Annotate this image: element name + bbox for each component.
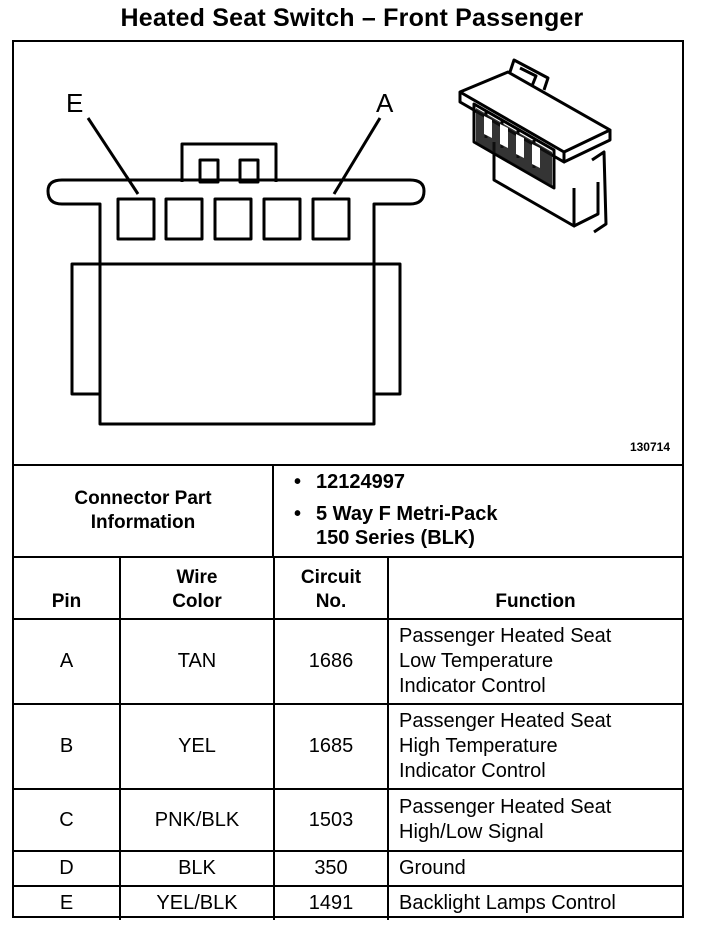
connector-sheet [12, 40, 684, 918]
figure-id: 130714 [629, 440, 670, 454]
table-row [14, 851, 682, 886]
pin-cell: A [14, 619, 120, 704]
callout-e: E [66, 88, 84, 118]
circuit-cell: 350 [274, 851, 388, 886]
function-cell: Passenger Heated Seat Low Temperature Indicator Control [388, 619, 682, 704]
connector-housing [72, 264, 100, 394]
wire-color-cell: TAN [120, 619, 274, 704]
part-number: • 12124997 [316, 470, 682, 494]
leader-a [334, 118, 380, 194]
wire-color-cell: YEL [120, 704, 274, 789]
pin-cell: C [14, 789, 120, 851]
leader-e [88, 118, 138, 194]
wire-color-cell: YEL/BLK [120, 886, 274, 920]
function-cell: Backlight Lamps Control [388, 886, 682, 920]
table-row [14, 886, 682, 920]
circuit-cell: 1686 [274, 619, 388, 704]
pin-cavity-c [215, 199, 251, 239]
header-function: Function [388, 557, 682, 619]
function-cell: Passenger Heated Seat High/Low Signal [388, 789, 682, 851]
header-circuit: Circuit No. [274, 557, 388, 619]
circuit-cell: 1685 [274, 704, 388, 789]
function-cell: Passenger Heated Seat High Temperature Indicator Control [388, 704, 682, 789]
connector-info-label: Connector Part Information [14, 466, 274, 556]
connector-type: • 5 Way F Metri-Pack 150 Series (BLK) [316, 502, 682, 550]
connector-flange [48, 180, 424, 272]
connector-info [14, 464, 682, 556]
housing-body [100, 264, 374, 424]
pin-cavity-d [166, 199, 202, 239]
connector-drawing [14, 42, 682, 464]
pin-cell: B [14, 704, 120, 789]
locking-tab [182, 144, 276, 182]
connector-info-values [274, 466, 682, 556]
callout-a: A [376, 88, 394, 118]
circuit-cell: 1491 [274, 886, 388, 920]
function-cell: Ground [388, 851, 682, 886]
page-title: Heated Seat Switch – Front Passenger [120, 4, 584, 32]
pin-cell: D [14, 851, 120, 886]
circuit-cell: 1503 [274, 789, 388, 851]
pin-cavity-e [118, 199, 154, 239]
pin-table [14, 556, 682, 920]
wire-color-cell: BLK [120, 851, 274, 886]
pin-cell: E [14, 886, 120, 920]
table-row [14, 789, 682, 851]
pin-cavity-b [264, 199, 300, 239]
header-wire-color: Wire Color [120, 557, 274, 619]
table-row [14, 619, 682, 704]
header-pin: Pin [14, 557, 120, 619]
table-row [14, 704, 682, 789]
wire-color-cell: PNK/BLK [120, 789, 274, 851]
pin-cavity-a [313, 199, 349, 239]
connector-diagram [14, 42, 682, 464]
